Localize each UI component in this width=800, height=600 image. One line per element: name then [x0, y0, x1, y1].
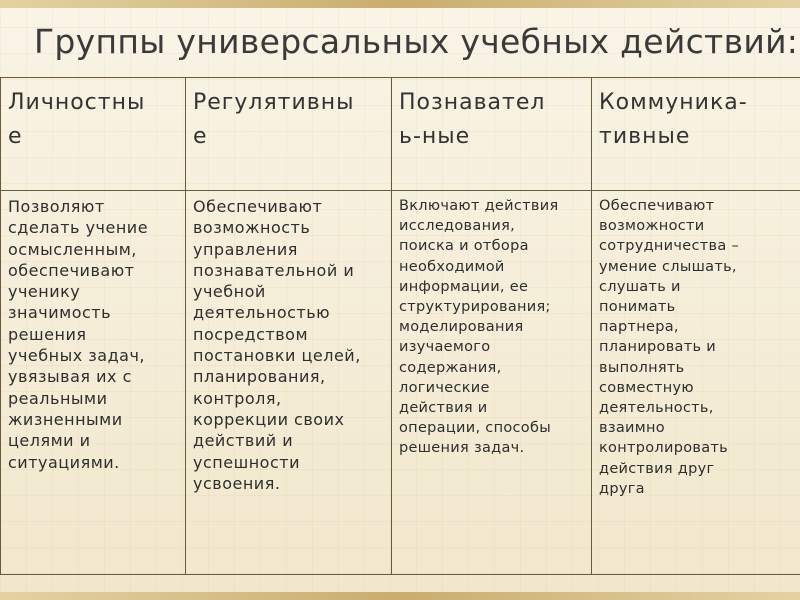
cell-communicative: Обеспечивают возможности сотрудничества – умение слышать, слушать и понимать партнера, планировать и выполнять совместную деятельность, взаимно контролировать действия друг друга: [592, 191, 800, 575]
slide-bottom-border: [0, 592, 800, 600]
header-communicative: Коммуника- тивные: [592, 78, 800, 191]
slide-title: Группы универсальных учебных действий:: [34, 22, 799, 61]
table-header-row: [1, 78, 800, 191]
table-row: [1, 191, 800, 575]
uud-groups-table: [0, 77, 800, 575]
cell-personal: Позволяют сделать учение осмысленным, обеспечивают ученику значимость решения учебных задач, увязывая их с реальными жизненными целями и ситуациями.: [1, 191, 186, 575]
cell-regulatory: Обеспечивают возможность управления познавательной и учебной деятельностью посредством постановки целей, планирования, контроля, коррекции своих действий и успешности усвоения.: [186, 191, 392, 575]
header-personal: Личностны е: [1, 78, 186, 191]
header-regulatory: Регулятивны е: [186, 78, 392, 191]
slide-top-border: [0, 0, 800, 8]
cell-cognitive: Включают действия исследования, поиска и отбора необходимой информации, ее структурирования; моделирования изучаемого содержания, логические действия и операции, способы решения задач.: [392, 191, 592, 575]
header-cognitive: Познавател ь-ные: [392, 78, 592, 191]
